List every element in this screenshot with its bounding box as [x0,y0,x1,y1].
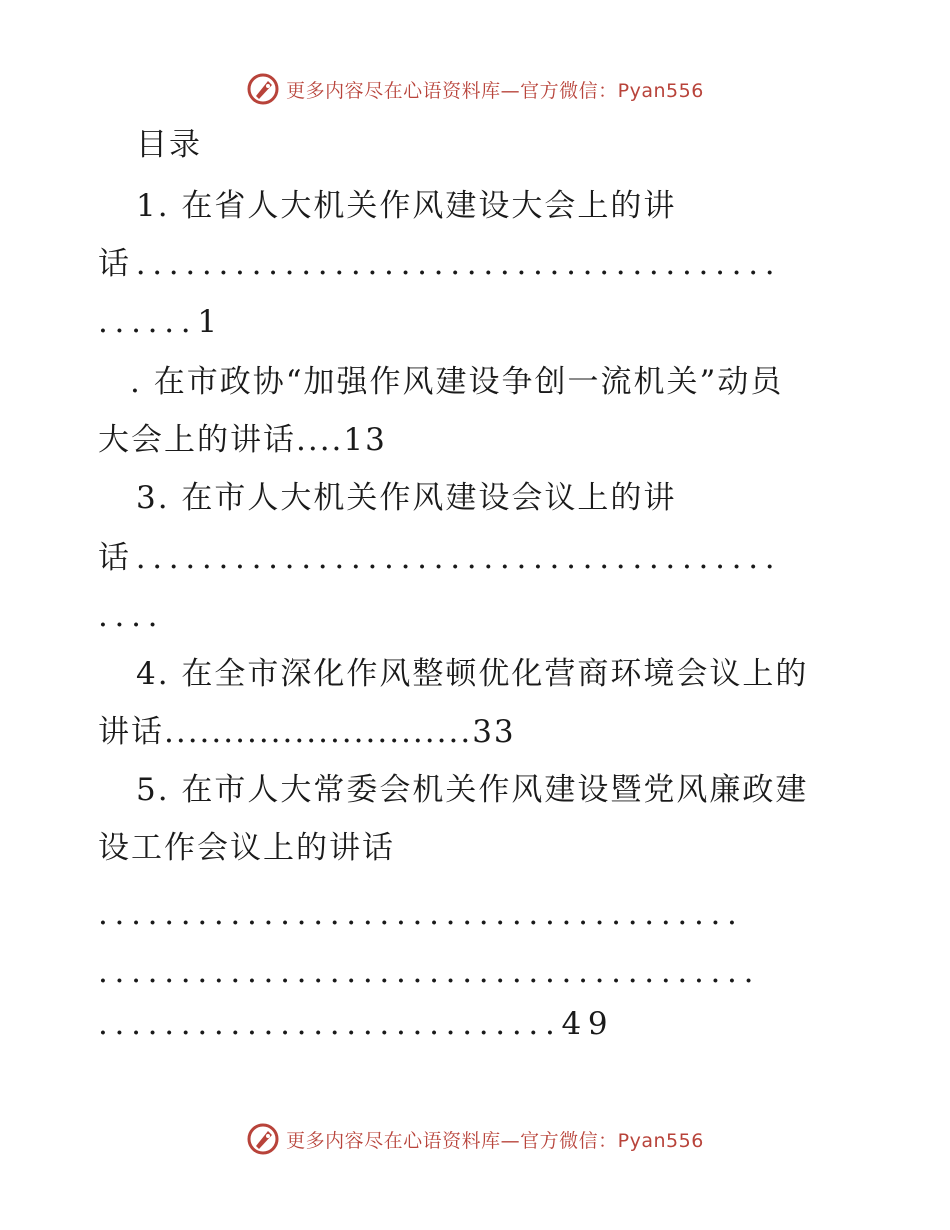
toc-line: 5. 在市人大常委会机关作风建设暨党风廉政建 [136,772,809,808]
toc-line: ............................49 [98,1006,615,1042]
toc-heading: 目录 [136,127,202,163]
toc-line: 设工作会议上的讲话 [98,830,395,866]
toc-line: ........................................ [98,954,761,990]
toc-line: 大会上的讲话....13 [98,422,387,458]
watermark-text: 更多内容尽在心语资料库—官方微信：Pyan556 [286,1129,704,1152]
toc-line: ....................................... [98,896,744,932]
toc-line: 讲话..........................33 [98,714,516,750]
toc-line: . 在市政协“加强作风建设争创一流机关”动员 [130,364,784,400]
toc-line: 4. 在全市深化作风整顿优化营商环境会议上的 [136,656,809,692]
toc-line: 3. 在市人大机关作风建设会议上的讲 [136,480,677,516]
toc-line: .... [98,598,165,634]
pen-nib-logo-icon [246,72,280,106]
watermark-text: 更多内容尽在心语资料库—官方微信：Pyan556 [286,79,704,102]
watermark-footer [0,1122,950,1156]
watermark-header [0,72,950,106]
toc-line: ......1 [98,304,224,340]
toc-line: 1. 在省人大机关作风建设大会上的讲 [136,188,677,224]
toc-line: 话....................................... [98,246,782,282]
pen-nib-logo-icon [246,1122,280,1156]
toc-line: 话....................................... [98,540,782,576]
